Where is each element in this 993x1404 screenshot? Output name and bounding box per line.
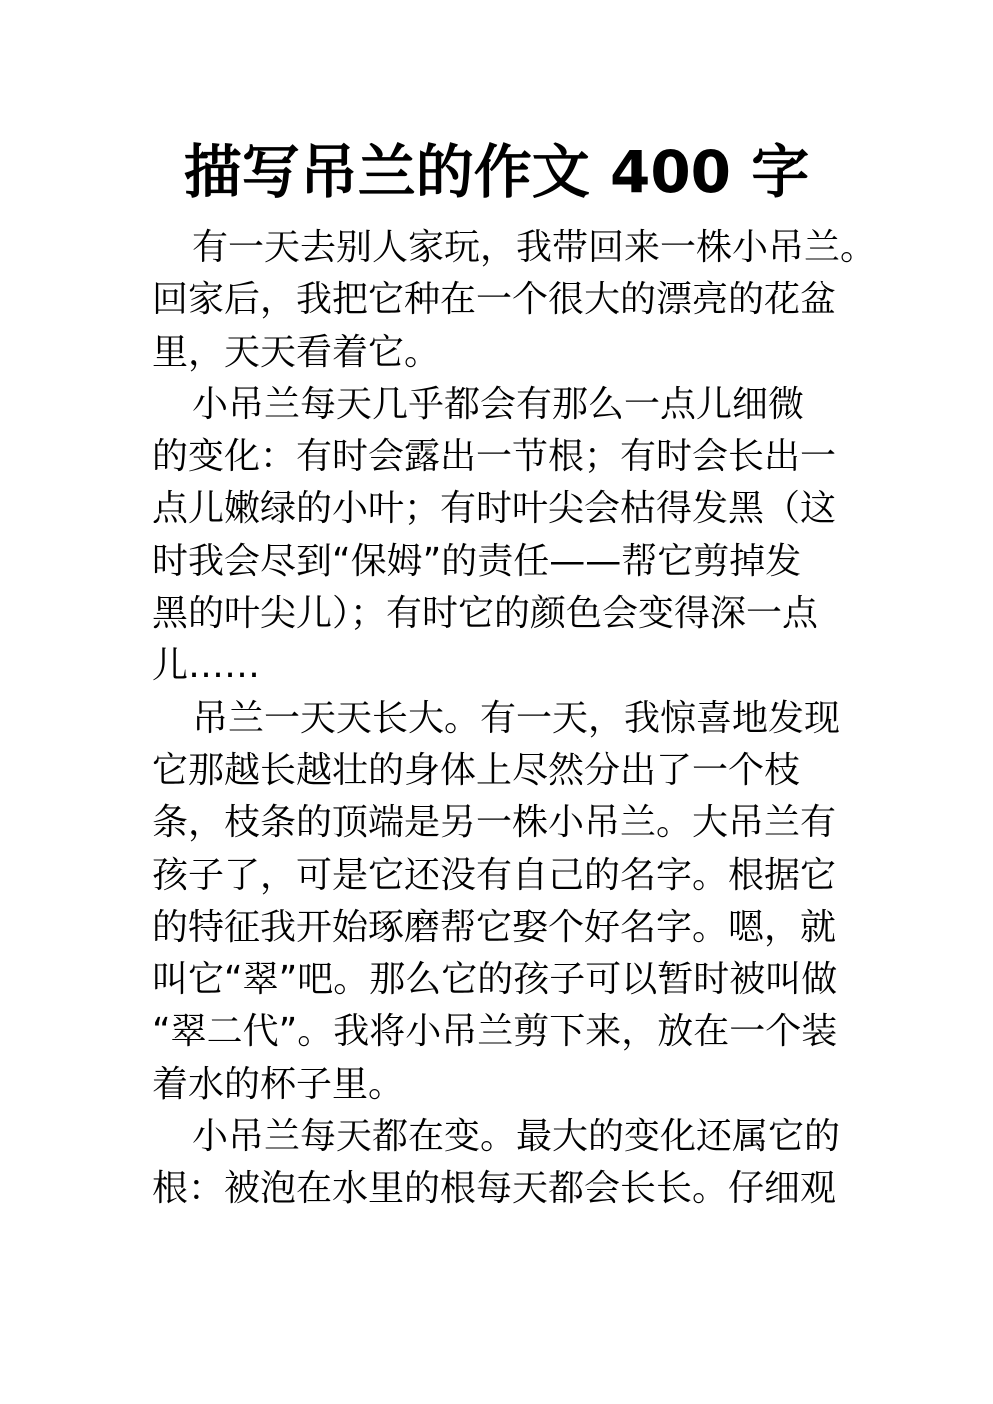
paragraph-line: 时我会尽到“保姆”的责任——帮它剪掉发 — [152, 540, 802, 582]
page-title: 描写吊兰的作文 400 字 — [183, 138, 810, 206]
paragraph-first-line: 小吊兰每天都在变。最大的变化还属它的 — [192, 1116, 841, 1158]
paragraph-line: 点儿嫩绿的小叶；有时叶尖会枯得发黑（这 — [152, 488, 837, 530]
paragraph-line: “翠二代”。我将小吊兰剪下来，放在一个装 — [152, 1011, 838, 1053]
paragraph-line: 的变化：有时会露出一节根；有时会长出一 — [152, 436, 837, 478]
essay-body — [152, 222, 877, 1216]
paragraph-line: 黑的叶尖儿）；有时它的颜色会变得深一点 — [152, 593, 819, 635]
paragraph-line: 的特征我开始琢磨帮它娶个好名字。嗯，就 — [152, 906, 837, 948]
paragraph-line: 着水的杯子里。 — [152, 1063, 405, 1105]
paragraph-first-line: 吊兰一天天长大。有一天，我惊喜地发现 — [192, 697, 841, 739]
paragraph-line: 孩子了，可是它还没有自己的名字。根据它 — [152, 854, 837, 896]
paragraph-line: 回家后，我把它种在一个很大的漂亮的花盆 — [152, 279, 837, 321]
paragraph-first-line: 有一天去别人家玩，我带回来一株小吊兰。 — [192, 227, 877, 268]
paragraph-line: 叫它“翠”吧。那么它的孩子可以暂时被叫做 — [152, 959, 838, 1001]
paragraph-line: 里，天天看着它。 — [152, 331, 441, 373]
paragraph-line: 条，枝条的顶端是另一株小吊兰。大吊兰有 — [152, 802, 837, 844]
paragraph-line: 儿…… — [152, 645, 261, 687]
paragraph-line: 它那越长越壮的身体上尽然分出了一个枝 — [152, 749, 801, 791]
paragraph-first-line: 小吊兰每天几乎都会有那么一点儿细微 — [192, 383, 805, 425]
paragraph-line: 根：被泡在水里的根每天都会长长。仔细观 — [152, 1168, 837, 1210]
